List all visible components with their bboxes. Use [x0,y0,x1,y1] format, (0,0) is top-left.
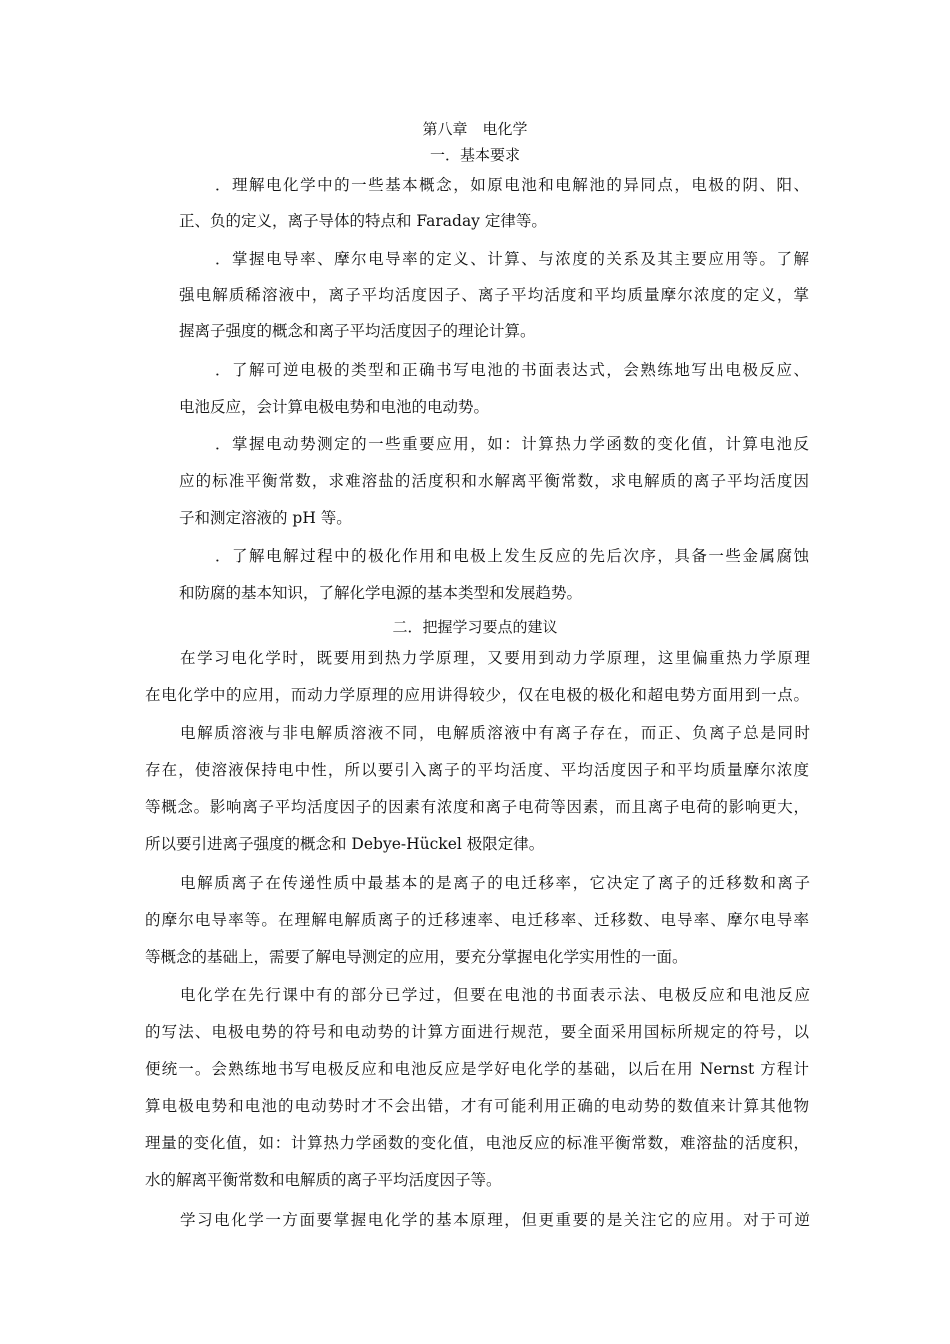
advice-3-line-1: 电解质离子在传递性质中最基本的是离子的电迁移率，它决定了离子的迁移数和离子 [180,874,810,892]
advice-4-line-6: 水的解离平衡常数和电解质的离子平均活度因子等。 [145,1171,502,1189]
advice-3-line-3: 等概念的基础上，需要了解电导测定的应用，要充分掌握电化学实用性的一面。 [145,948,688,966]
requirement-3-line-1: ．了解可逆电极的类型和正确书写电池的书面表达式，会熟练地写出电极反应、 [215,361,809,379]
advice-2-line-2: 存在，使溶液保持电中性，所以要引入离子的平均活度、平均活度因子和平均质量摩尔浓度 [145,761,809,779]
advice-4-line-4: 算电极电势和电池的电动势时才不会出错，才有可能利用正确的电动势的数值来计算其他物 [145,1097,809,1115]
advice-4-line-3: 便统一。会熟练地书写电极反应和电池反应是学好电化学的基础，以后在用 Nernst 方程计 [145,1060,809,1078]
section-title-basic-requirements: 一．基本要求 [429,146,520,164]
requirement-3-line-2: 电池反应，会计算电极电势和电池的电动势。 [179,398,490,416]
requirement-1-line-2: 正、负的定义，离子导体的特点和 Faraday 定律等。 [179,212,547,230]
requirement-5-line-2: 和防腐的基本知识，了解化学电源的基本类型和发展趋势。 [179,584,583,602]
requirement-4-line-3: 子和测定溶液的 pH 等。 [179,509,352,527]
advice-2-line-4: 所以要引进离子强度的概念和 Debye-Hückel 极限定律。 [145,835,545,853]
requirement-5-line-1: ．了解电解过程中的极化作用和电极上发生反应的先后次序，具备一些金属腐蚀 [215,547,809,565]
requirement-2-line-2: 强电解质稀溶液中，离子平均活度因子、离子平均活度和平均质量摩尔浓度的定义，掌 [179,286,809,304]
advice-4-line-1: 电化学在先行课中有的部分已学过，但要在电池的书面表示法、电极反应和电池反应 [180,986,810,1004]
advice-2-line-3: 等概念。影响离子平均活度因子的因素有浓度和离子电荷等因素，而且离子电荷的影响更大， [145,798,809,816]
advice-1-line-1: 在学习电化学时，既要用到热力学原理，又要用到动力学原理，这里偏重热力学原理 [180,649,810,667]
requirement-4-line-2: 应的标准平衡常数，求难溶盐的活度积和水解离平衡常数，求电解质的离子平均活度因 [179,472,809,490]
advice-2-line-1: 电解质溶液与非电解质溶液不同，电解质溶液中有离子存在，而正、负离子总是同时 [180,724,810,742]
requirement-1-line-1: ．理解电化学中的一些基本概念，如原电池和电解池的异同点，电极的阴、阳、 [215,176,809,194]
advice-1-line-2: 在电化学中的应用，而动力学原理的应用讲得较少，仅在电极的极化和超电势方面用到一点。 [145,686,809,704]
requirement-2-line-1: ．掌握电导率、摩尔电导率的定义、计算、与浓度的关系及其主要应用等。了解 [215,250,809,268]
section-title-study-advice: 二．把握学习要点的建议 [392,618,558,636]
advice-3-line-2: 的摩尔电导率等。在理解电解质离子的迁移速率、电迁移率、迁移数、电导率、摩尔电导率 [145,911,809,929]
advice-4-line-5: 理量的变化值，如：计算热力学函数的变化值，电池反应的标准平衡常数，难溶盐的活度积， [145,1134,809,1152]
advice-4-line-2: 的写法、电极电势的符号和电动势的计算方面进行规范，要全面采用国标所规定的符号，以 [145,1023,809,1041]
requirement-4-line-1: ．掌握电动势测定的一些重要应用，如：计算热力学函数的变化值，计算电池反 [215,435,809,453]
requirement-2-line-3: 握离子强度的概念和离子平均活度因子的理论计算。 [179,322,536,340]
advice-5-line-1: 学习电化学一方面要掌握电化学的基本原理，但更重要的是关注它的应用。对于可逆 [180,1211,810,1229]
chapter-title: 第八章 电化学 [422,120,528,138]
